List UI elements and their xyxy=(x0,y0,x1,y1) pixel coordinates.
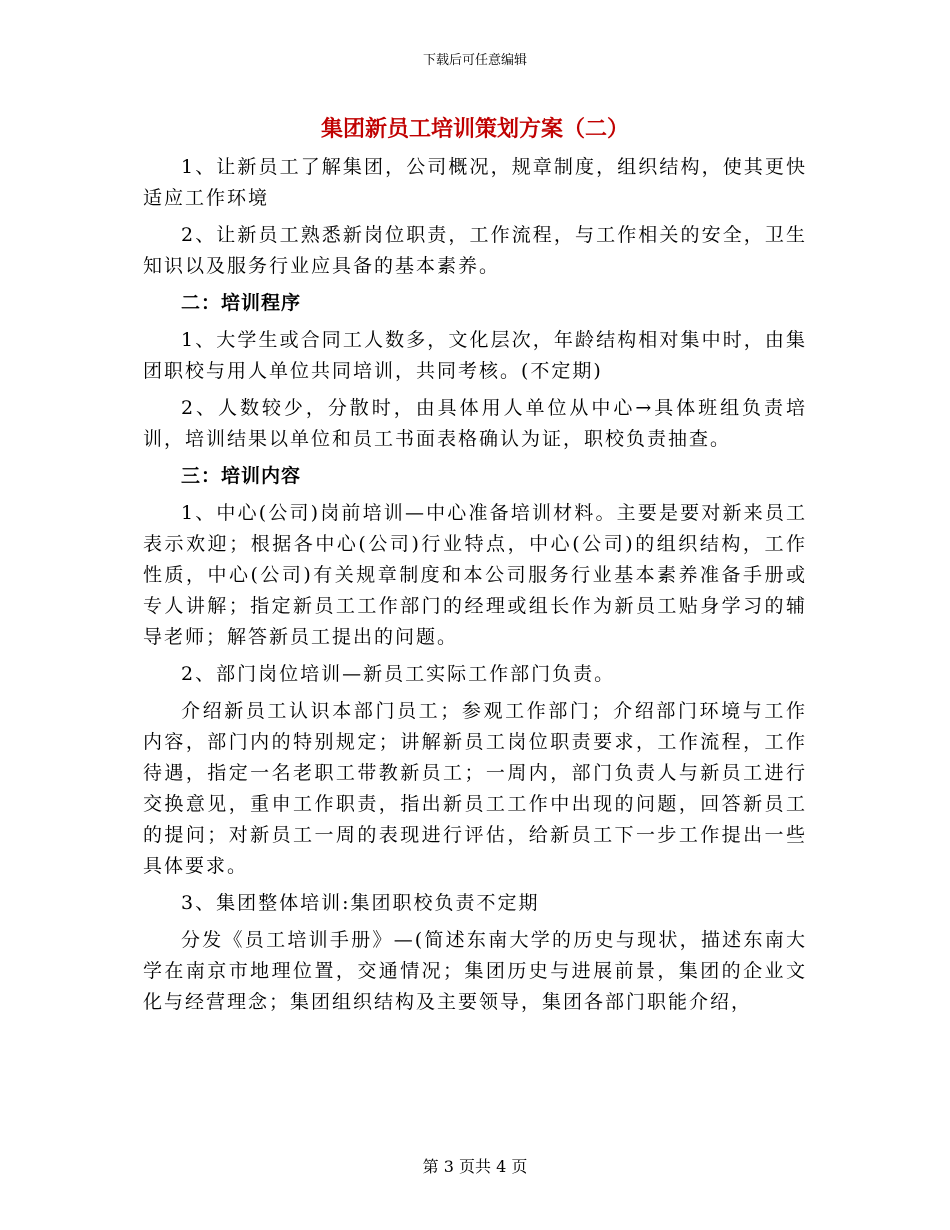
section-heading-content: 三：培训内容 xyxy=(181,465,302,487)
paragraph-content-2-detail: 介绍新员工认识本部门员工；参观工作部门；介绍部门环境与工作内容，部门内的特别规定；讲解新员工岗位职责要求，工作流程，工作待遇，指定一名老职工带教新员工；一周内，部门负责人与新员工进行交换意见，重申工作职责，指出新员工工作中出现的问题，回答新员工的提问；对新员工一周的表现进行评估，给新员工下一步工作提出一些具体要求。 xyxy=(143,700,807,877)
paragraph-content-3: 3、集团整体培训:集团职校负责不定期 xyxy=(181,892,540,914)
paragraph-procedure-1: 1、大学生或合同工人数多，文化层次，年龄结构相对集中时，由集团职校与用人单位共同培训，共同考核。(不定期) xyxy=(143,329,807,382)
page-number: 第 3 页共 4 页 xyxy=(422,1157,528,1176)
document-body xyxy=(143,152,807,1024)
section-heading-procedure: 二：培训程序 xyxy=(181,292,302,314)
document-title: 集团新员工培训策划方案（二） xyxy=(320,116,629,142)
paragraph-content-3-detail: 分发《员工培训手册》—(简述东南大学的历史与现状，描述东南大学在南京市地理位置，交通情况；集团历史与进展前景，集团的企业文化与经营理念；集团组织结构及主要领导，集团各部门职能介绍， xyxy=(143,929,807,1013)
header-note: 下载后可任意编辑 xyxy=(422,53,527,68)
paragraph-content-1: 1、中心(公司)岗前培训—中心准备培训材料。主要是要对新来员工表示欢迎；根据各中心(公司)行业特点，中心(公司)的组织结构，工作性质，中心(公司)有关规章制度和本公司服务行业基本素养准备手册或专人讲解；指定新员工工作部门的经理或组长作为新员工贴身学习的辅导老师；解答新员工提出的问题。 xyxy=(143,502,807,648)
paragraph-content-2: 2、部门岗位培训—新员工实际工作部门负责。 xyxy=(181,663,616,685)
paragraph-procedure-2: 2、人数较少，分散时，由具体用人单位从中心→具体班组负责培训，培训结果以单位和员工书面表格确认为证，职校负责抽查。 xyxy=(143,397,807,450)
paragraph-goal-2: 2、让新员工熟悉新岗位职责，工作流程，与工作相关的安全，卫生知识以及服务行业应具备的基本素养。 xyxy=(143,224,807,277)
paragraph-goal-1: 1、让新员工了解集团，公司概况，规章制度，组织结构，使其更快适应工作环境 xyxy=(143,156,807,209)
